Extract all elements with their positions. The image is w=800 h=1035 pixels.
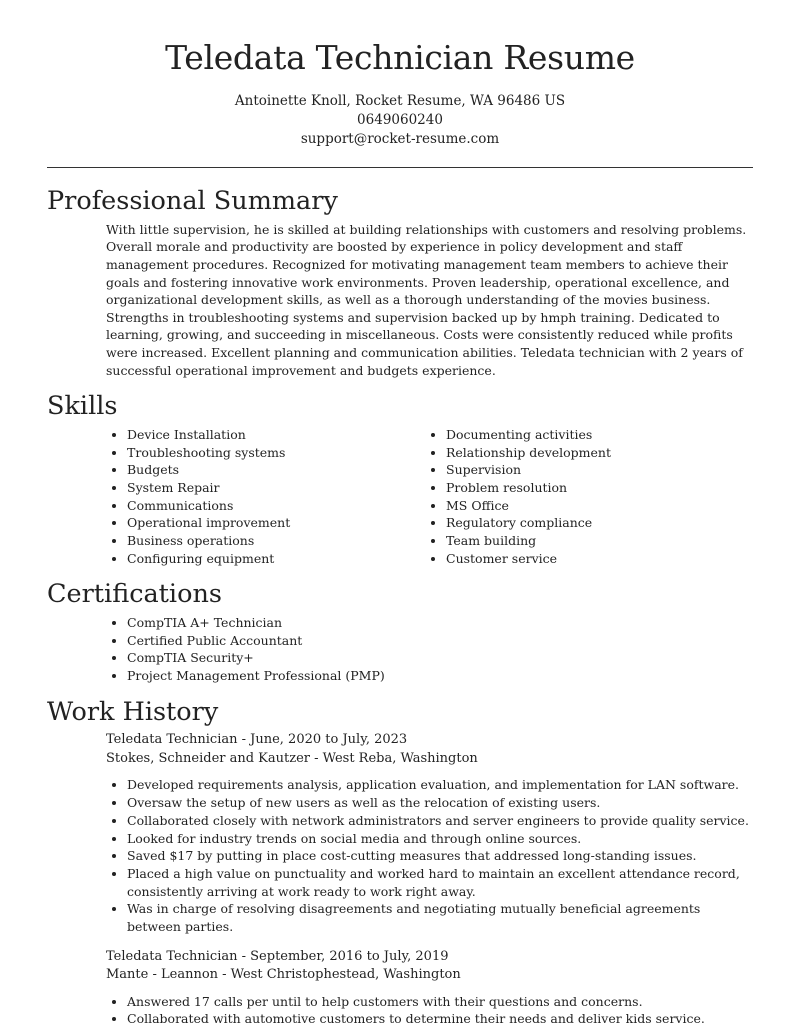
resume-header (0, 0, 800, 149)
skills-column-left (106, 426, 425, 568)
skill-item: • Problem resolution (446, 479, 744, 497)
work-history-heading: Work History (47, 696, 219, 727)
page-title: Teledata Technician Resume (165, 38, 635, 77)
job-bullet-list (106, 776, 753, 935)
certification-item: • Project Management Professional (PMP) (127, 667, 753, 685)
certification-item: • CompTIA A+ Technician (127, 614, 753, 632)
skill-item: • Troubleshooting systems (127, 444, 425, 462)
skill-item: • Customer service (446, 550, 744, 568)
job-title-line: Teledata Technician - June, 2020 to July, 2023 (106, 732, 408, 748)
certification-item: • Certified Public Accountant (127, 632, 753, 650)
skill-item: • Configuring equipment (127, 550, 425, 568)
header-divider (47, 167, 753, 168)
skill-item: • Business operations (127, 532, 425, 550)
skill-item: • Supervision (446, 461, 744, 479)
job-company-line: Stokes, Schneider and Kautzer - West Reba, Washington (106, 750, 478, 766)
contact-address: Antoinette Knoll, Rocket Resume, WA 96486 US (234, 93, 566, 110)
job-entry (106, 948, 753, 1028)
skill-item: • Communications (127, 497, 425, 515)
contact-email: support@rocket-resume.com (300, 131, 500, 148)
job-title-line: Teledata Technician - September, 2016 to July, 2019 (106, 948, 449, 964)
certifications-section (0, 579, 800, 684)
certifications-list (106, 614, 753, 685)
skills-list-left (106, 426, 425, 568)
skill-item: • Budgets (127, 461, 425, 479)
job-bullet: • Collaborated with automotive customers to determine their needs and deliver kids service. (127, 1010, 753, 1028)
work-history-section (0, 697, 800, 1028)
contact-phone: 0649060240 (357, 112, 443, 129)
skills-heading: Skills (47, 391, 118, 422)
job-company-line: Mante - Leannon - West Christophestead, Washington (106, 967, 461, 983)
job-bullet: • Saved $17 by putting in place cost-cutting measures that addressed long-standing issues. (127, 847, 753, 865)
skill-item: • MS Office (446, 497, 744, 515)
summary-heading: Professional Summary (47, 186, 338, 217)
skill-item: • Device Installation (127, 426, 425, 444)
job-bullet: • Developed requirements analysis, application evaluation, and implementation for LAN software. (127, 776, 753, 794)
job-bullet: • Answered 17 calls per until to help customers with their questions and concerns. (127, 993, 753, 1011)
skills-column-right (425, 426, 744, 568)
skills-section (0, 391, 800, 567)
skill-item: • Relationship development (446, 444, 744, 462)
skill-item: • System Repair (127, 479, 425, 497)
skill-item: • Regulatory compliance (446, 514, 744, 532)
skills-grid (106, 426, 753, 568)
summary-text: With little supervision, he is skilled at building relationships with customers and resolving problems. Overall morale and productivity are boosted by experience in policy development and staff management procedures. Recognized for motivating management team members to achieve their goals and fostering innovative work environments. Proven leadership, operational excellence, and organizational development skills, as well as a thorough understanding of the movies business. Strengths in troubleshooting systems and supervision backed up by hmph training. Dedicated to learning, growing, and succeeding in miscellaneous. Costs were consistently reduced while profits were increased. Excellent planning and communication abilities. Teledata technician with 2 years of successful operational improvement and budgets experience. (106, 221, 747, 378)
job-bullet: • Collaborated closely with network administrators and server engineers to provide quality service. (127, 812, 753, 830)
skill-item: • Documenting activities (446, 426, 744, 444)
job-bullet: • Was in charge of resolving disagreements and negotiating mutually beneficial agreements between parties. (127, 900, 753, 935)
job-bullet: • Oversaw the setup of new users as well as the relocation of existing users. (127, 794, 753, 812)
certifications-heading: Certifications (47, 579, 222, 610)
certification-item: • CompTIA Security+ (127, 649, 753, 667)
summary-section (0, 186, 800, 379)
certifications-list-wrapper (106, 614, 753, 685)
skill-item: • Team building (446, 532, 744, 550)
skill-item: • Operational improvement (127, 514, 425, 532)
job-entry (106, 731, 753, 935)
job-bullet: • Looked for industry trends on social media and through online sources. (127, 830, 753, 848)
job-bullet: • Placed a high value on punctuality and worked hard to maintain an excellent attendance record, consistently arriving at work ready to work right away. (127, 865, 753, 900)
job-bullet-list (106, 993, 753, 1028)
skills-list-right (425, 426, 744, 568)
